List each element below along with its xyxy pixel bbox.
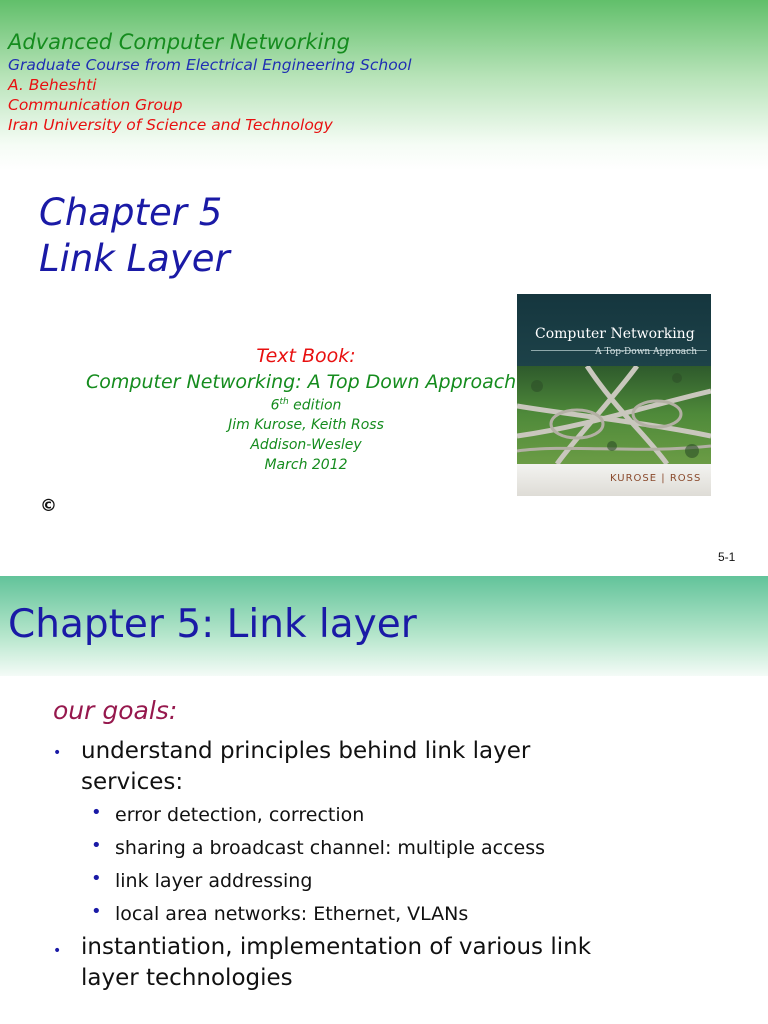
highway-interchange-photo bbox=[517, 366, 711, 464]
chapter-name: Link Layer bbox=[39, 237, 230, 280]
sub-bullet-item: local area networks: Ethernet, VLANs bbox=[115, 903, 469, 925]
sub-bullet-marker: • bbox=[91, 802, 102, 823]
university-name: Iran University of Science and Technology bbox=[8, 116, 333, 134]
textbook-date: March 2012 bbox=[264, 457, 348, 473]
textbook-label: Text Book: bbox=[256, 345, 356, 367]
bullet-item: instantiation, implementation of various link layer technologies bbox=[81, 934, 592, 991]
edition-suffix: th bbox=[279, 397, 289, 407]
edition-number: 6 bbox=[270, 397, 280, 414]
book-cover-footer bbox=[517, 464, 711, 496]
page-number: 5-1 bbox=[718, 550, 736, 564]
sub-bullet-marker: • bbox=[91, 835, 102, 856]
book-cover-subtitle: A Top-Down Approach bbox=[595, 347, 697, 357]
textbook-authors: Jim Kurose, Keith Ross bbox=[228, 417, 384, 433]
book-cover-image bbox=[517, 294, 711, 496]
bullet-item: understand principles behind link layer services: bbox=[81, 738, 531, 795]
sub-bullet-item: error detection, correction bbox=[115, 804, 365, 826]
textbook-publisher: Addison-Wesley bbox=[250, 437, 362, 453]
bullet-marker: • bbox=[53, 745, 62, 761]
header-gradient-band bbox=[0, 0, 768, 170]
sub-bullet-marker: • bbox=[91, 868, 102, 889]
sub-bullet-item: link layer addressing bbox=[115, 870, 313, 892]
goals-slide bbox=[0, 576, 768, 1024]
edition-word: edition bbox=[288, 397, 342, 414]
sub-bullet-item: sharing a broadcast channel: multiple access bbox=[115, 837, 546, 859]
course-title: Advanced Computer Networking bbox=[8, 30, 350, 54]
goals-label: our goals: bbox=[53, 696, 178, 725]
textbook-edition bbox=[86, 397, 526, 414]
course-subtitle: Graduate Course from Electrical Engineering School bbox=[8, 56, 412, 74]
copyright-symbol: © bbox=[40, 496, 57, 516]
instructor-name: A. Beheshti bbox=[8, 76, 97, 94]
slide-title: Chapter 5: Link layer bbox=[8, 602, 417, 647]
group-name: Communication Group bbox=[8, 96, 183, 114]
chapter-number: Chapter 5 bbox=[39, 191, 223, 234]
book-cover-title: Computer Networking bbox=[535, 326, 695, 342]
bullet-marker: • bbox=[53, 943, 62, 959]
sub-bullet-marker: • bbox=[91, 901, 102, 922]
textbook-title: Computer Networking: A Top Down Approach bbox=[86, 371, 517, 393]
book-cover-authors: KUROSE | ROSS bbox=[610, 473, 702, 484]
